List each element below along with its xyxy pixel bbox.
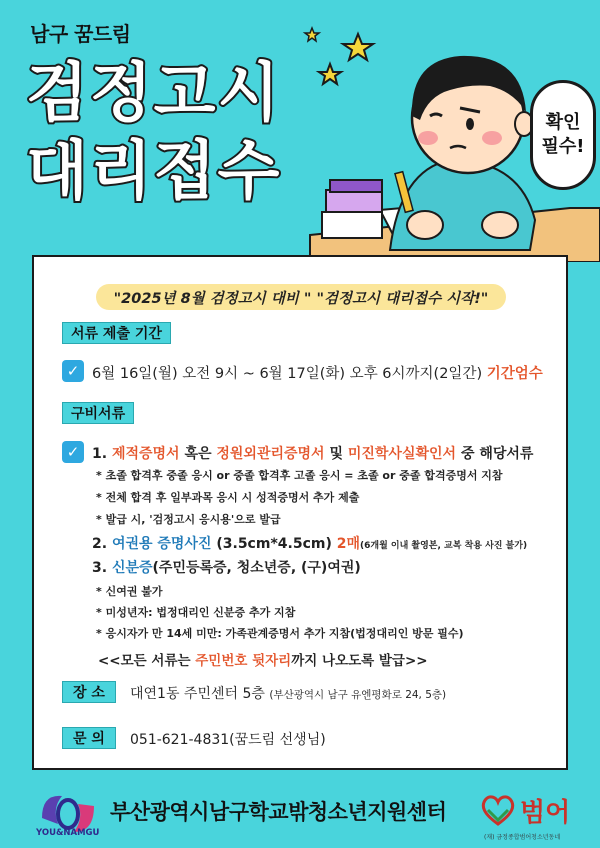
star-icon: [343, 34, 373, 60]
document-note: * 초졸 합격후 중졸 응시 or 중졸 합격후 고졸 응시 = 초졸 or 중졸 합격증명서 지참: [96, 469, 503, 482]
closing-notice: <<모든 서류는 주민번호 뒷자리까지 나오도록 발급>>: [98, 653, 428, 669]
bubble-line1: 확인: [545, 111, 581, 133]
header-section: [0, 0, 600, 262]
period-highlight: 기간엄수: [486, 366, 543, 382]
document-item-1: 1. 제적증명서 혹은 정원외관리증명서 및 미진학사실확인서 중 해당서류: [92, 446, 534, 462]
main-title-line1: 검정고시: [26, 57, 282, 131]
bubble-line2: 필수!: [541, 136, 585, 157]
contact-text: 051-621-4831(꿈드림 선생님): [130, 732, 326, 748]
period-label: 서류 제출 기간: [62, 322, 171, 344]
document-note: * 발급 시, '검정고시 응시용'으로 발급: [96, 513, 281, 526]
right-logo-text: 범어: [520, 798, 571, 828]
footer: [0, 780, 600, 848]
check-icon: ✓: [62, 360, 84, 382]
star-icon: [319, 64, 341, 84]
footer-title: 부산광역시남구학교밖청소년지원센터: [110, 800, 447, 824]
document-note: * 전체 합격 후 일부과목 응시 시 성적증명서 추가 제출: [96, 491, 360, 504]
document-item-3: 3. 신분증(주민등록증, 청소년증, (구)여권): [92, 560, 361, 576]
slogan-banner: "2025년 8월 검정고시 대비 " "검정고시 대리접수 시작!": [96, 284, 506, 310]
place-label: 장 소: [62, 681, 116, 703]
left-logo-text: YOU&NAMGU: [36, 828, 100, 838]
right-logo-sub: (재) 금정종합범어청소년동네: [484, 834, 561, 841]
star-icon: [305, 28, 319, 41]
documents-label: 구비서류: [62, 402, 134, 424]
place-text: 대연1동 주민센터 5층 (부산광역시 남구 유엔평화로 24, 5층): [130, 686, 447, 702]
document-note: * 신여권 불가: [96, 585, 163, 598]
check-icon: ✓: [62, 441, 84, 463]
heart-icon: [478, 790, 518, 830]
org-small-title: 남구 꿈드림: [30, 22, 131, 46]
contact-label: 문 의: [62, 727, 116, 749]
info-card: [32, 255, 568, 770]
period-text: 6월 16일(월) 오전 9시 ~ 6월 17일(화) 오후 6시까지(2일간) 기간엄수: [92, 366, 543, 382]
document-note: * 응시자가 만 14세 미만: 가족관계증명서 추가 지참(법정대리인 방문 필수): [96, 627, 464, 640]
speech-bubble: [530, 80, 596, 190]
main-title-line2: 대리접수: [26, 135, 282, 209]
document-item-2: 2. 여권용 증명사진 (3.5cm*4.5cm) 2매(6개월 이내 촬영본, 교복 착용 사진 불가): [92, 536, 528, 552]
document-note: * 미성년자: 법정대리인 신분증 추가 지참: [96, 606, 296, 619]
